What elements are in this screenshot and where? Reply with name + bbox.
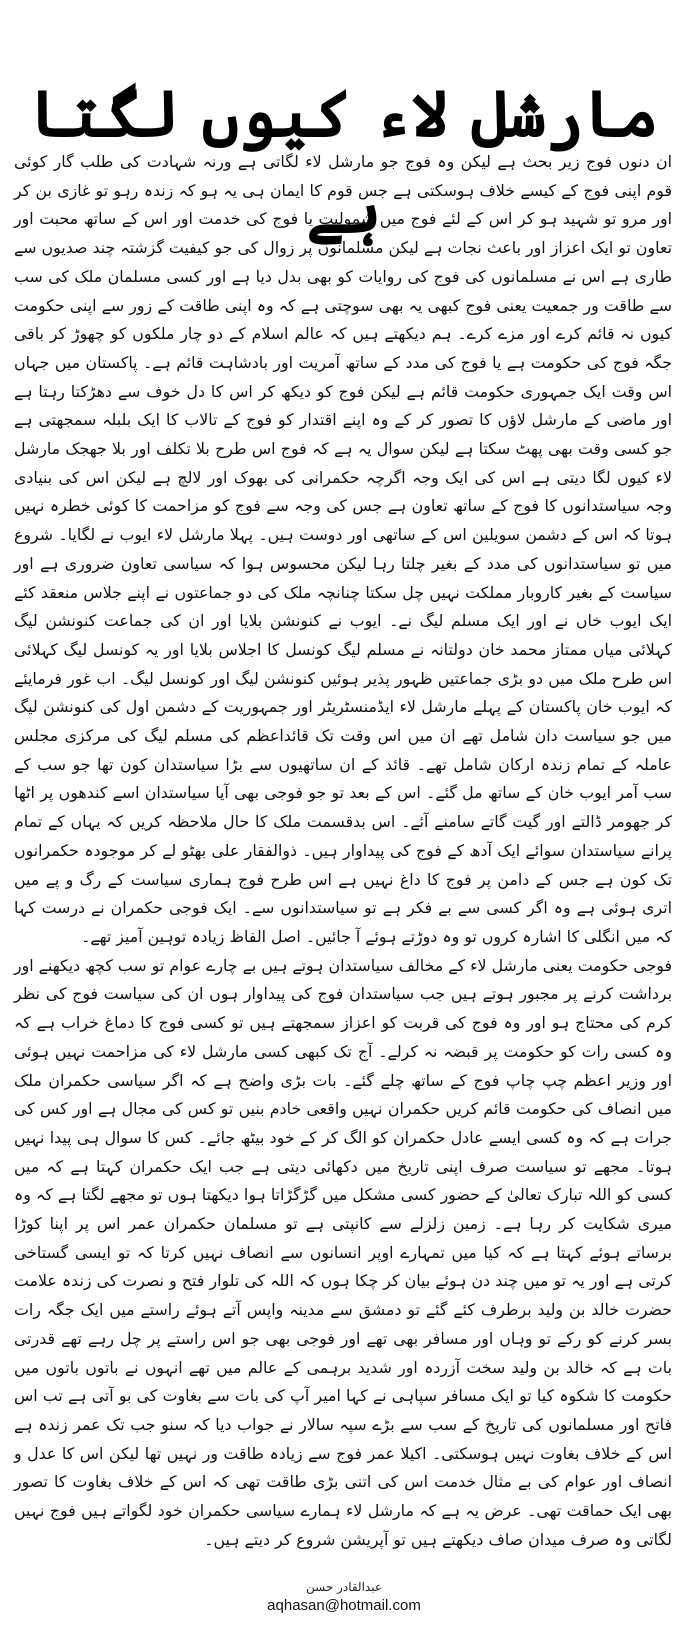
article-title: مارشل لاء کیوں لگتا ہے (29, 76, 659, 248)
article-body (14, 148, 672, 1554)
article-paragraph-2: فوجی حکومت یعنی مارشل لاء کے مخالف سیاستدان ہوتے ہیں بے چارے عوام تو سب کچھ دیکھنے اور برداشت کرنے پر مجبور ہوتے ہیں جب سیاستدان فوج کی پیداوار ہوں ان کی سیاست فوج کی نظر کرم کی محتاج ہو اور وہ فوج کی قربت کو اعزاز سمجھتے ہیں تو کسی فوج کا دماغ خراب ہے کہ وہ کسی رات کو حکومت پر قبضہ نہ کرلے۔ آج تک کبھی کسی مارشل لاء کی مزاحمت نہیں ہوئی اور وزیر اعظم چپ چاپ فوج کے ساتھ چلے گئے۔ بات بڑی واضح ہے کہ اگر سیاسی حکمران ملک میں انصاف کی حکومت قائم کریں حکمران نہیں واقعی خادم بنیں تو کس کی مجال ہے اور کس کی جرات ہے کہ وہ کسی ایسے عادل حکمران کو الگ کر کے خود بیٹھ جائے۔ کس کا سوال ہی پیدا نہیں ہوتا۔ مجھے تو سیاست صرف اپنی تاریخ میں دکھائی دیتی ہے جب ایک حکمران کہتا ہے کہ میں کسی کو اللہ تبارک تعالیٰ کے حضور کسی مشکل میں گڑگڑاتا ہوا دیکھتا ہوں تو مجھے لگتا ہے کہ وہ میری شکایت کر رہا ہے۔ زمین زلزلے سے کانپتی ہے تو مسلمان حکمران عمر اس پر اپنا کوڑا برساتے ہوئے کہتا ہے کہ کیا میں تمہارے اوپر انسانوں سے انصاف نہیں کرتا کہ تو ایسی گستاخی کرتی ہے اور یہ تو میں چند دن ہوئے بیان کر چکا ہوں کہ اللہ کی تلوار فتح و نصرت کی زندہ علامت حضرت خالد بن ولید برطرف کئے گئے تو دمشق سے مدینہ واپس آتے ہوئے راستے میں ایک جگہ رات بسر کرنے کو رکے تو وہاں اور مسافر بھی تھے اور فوجی بھی جو اس راستے پر چل رہے تھے قدرتی بات ہے کہ خالد بن ولید سخت آزردہ اور شدید برہمی کے عالم میں تھے انہوں نے باتوں باتوں میں حکومت کا شکوہ کیا تو ایک مسافر سپاہی نے کہا امیر آپ کی بات سے بغاوت کی بو آتی ہے تب اس فاتح اور مسلمانوں کی تاریخ کے سب سے بڑے سپہ سالار نے جواب دیا کہ سنو جب تک عمر زندہ ہے اس کے خلاف بغاوت نہیں ہوسکتی۔ اکیلا عمر فوج سے زیادہ طاقت ور نہیں تھا لیکن اس کا عدل و انصاف اور عوام کی بے مثال خدمت اس کی اتنی بڑی طاقت تھی کہ اس کے خلاف بغاوت کا تصور بھی ایک حماقت تھی۔ عرض یہ ہے کہ مارشل لاء ہمارے سیاسی حکمران خود لگواتے ہیں فوج نہیں لگاتی وہ صرف میدان صاف دیکھتے ہیں تو آپریشن شروع کر دیتے ہیں۔ (14, 955, 672, 1549)
byline (0, 1578, 688, 1616)
author-name: عبدالقادر حسن (305, 1580, 382, 1594)
author-email: aqhasan@hotmail.com (267, 1597, 421, 1614)
article-paragraph-1: ان دنوں فوج زیر بحث ہے لیکن وہ فوج جو مارشل لاء لگاتی ہے ورنہ شہادت کی طلب گار کوئی قوم اپنی فوج کے کیسے خلاف ہوسکتی ہے جس قوم کا ایمان ہی یہ ہو کہ زندہ رہو تو غازی بن کر اور مرو تو شہید ہو کر اس کے لئے فوج میں شمولیت یا فوج کی خدمت اور اس کے ساتھ محبت اور تعاون تو ایک اعزاز اور باعث نجات ہے لیکن مسلمانوں پر زوال کی جو کیفیت گزشتہ چند صدیوں سے طاری ہے اس نے مسلمانوں کی فوج کی روایات کو بھی بدل دیا ہے اور کسی مسلمان ملک کی سب سے طاقت ور جمعیت یعنی فوج کبھی یہ بھی سوچتی ہے کہ وہ اپنی طاقت کے زور سے اپنی حکومت کیوں نہ قائم کرے اور مزے کرے۔ ہم دیکھتے ہیں کہ عالم اسلام کے دو چار ملکوں کو چھوڑ کر باقی جگہ فوج کی حکومت ہے یا فوج کی مدد کے ساتھ آمریت اور بادشاہت قائم ہے۔ پاکستان میں جہاں اس وقت ایک جمہوری حکومت قائم ہے لیکن فوج کو دیکھ کر اس کا دل خوف سے دھڑکتا رہتا ہے اور ماضی کے مارشل لاؤں کا تصور کر کے وہ اپنے اقتدار کو فوج کے تالاب کا ایک بلبلہ سمجھتی ہے جو کسی وقت بھی پھٹ سکتا ہے لیکن سوال یہ ہے کہ فوج اس طرح بلا تکلف اور بلا جھجک مارشل لاء کیوں لگا دیتی ہے اس کی ایک وجہ اگرچہ حکمرانی کی بھوک اور لالچ ہے لیکن اس کی بنیادی وجہ سیاستدانوں کا فوج کے ساتھ تعاون ہے جس کی وجہ سے فوج کو مزاحمت کا کوئی خطرہ نہیں ہوتا کہ اس کے دشمن سویلین اس کے ساتھی اور دوست ہیں۔ پہلا مارشل لاء ایوب نے لگایا۔ شروع میں تو سیاستدانوں کی مدد کے بغیر چلتا رہا لیکن محسوس ہوا کہ سیاسی تعاون ضروری ہے اور سیاست کے بغیر کاروبار مملکت نہیں چل سکتا چنانچہ ملک کی دو جماعتوں نے اپنے جلاس منعقد کئے ایک ایوب خاں نے اور ایک مسلم لیگ نے۔ ایوب نے کنونشن بلایا اور ان کی جماعت کنونشن لیگ کہلائی میاں ممتاز محمد خان دولتانہ نے مسلم لیگ کونسل کا اجلاس بلایا اور یہ کونسل لیگ کہلائی اس طرح ملک میں دو بڑی جماعتیں ظہور پذیر ہوئیں کنونشن لیگ اور کونسل لیگ۔ اب غور فرمایئے کہ ایوب خان پاکستان کے پہلے مارشل لاء ایڈمنسٹریٹر اور جمہوریت کے دشمن اول کی کنونشن لیگ میں جو سیاست دان شامل تھے ان میں اس وقت تک قائداعظم کی مسلم لیگ کی مرکزی مجلس عاملہ کے تمام زندہ ارکان شامل تھے۔ قائد کے ان ساتھیوں سے بڑا سیاستدان کون تھا جو سب کے سب آمر ایوب خان کے ساتھ مل گئے۔ اس کے بعد تو جو فوجی بھی آیا سیاستدان اسے کندھوں پر اٹھا کر جھومر ڈالتے اور گیت گاتے سامنے آئے۔ اس بدقسمت ملک کا حال ملاحظہ کریں کہ یہاں کے تمام پرانے سیاستدان سوائے ایک آدھ کے فوج کی پیداوار ہیں۔ ذوالفقار علی بھٹو لے کر موجودہ حکمرانوں تک کون ہے جس کے دامن پر فوج کا داغ نہیں ہے اس طرح فوج ہماری سیاست کے رگ و پے میں اتری ہوئی ہے وہ اگر کسی سے بے فکر ہے تو سیاستدانوں سے۔ ایک فوجی حکمران نے درست کہا کہ میں انگلی کا اشارہ کروں تو وہ دوڑتے ہوئے آ جائیں۔ اصل الفاظ زیادہ توہین آمیز تھے۔ (14, 152, 672, 946)
